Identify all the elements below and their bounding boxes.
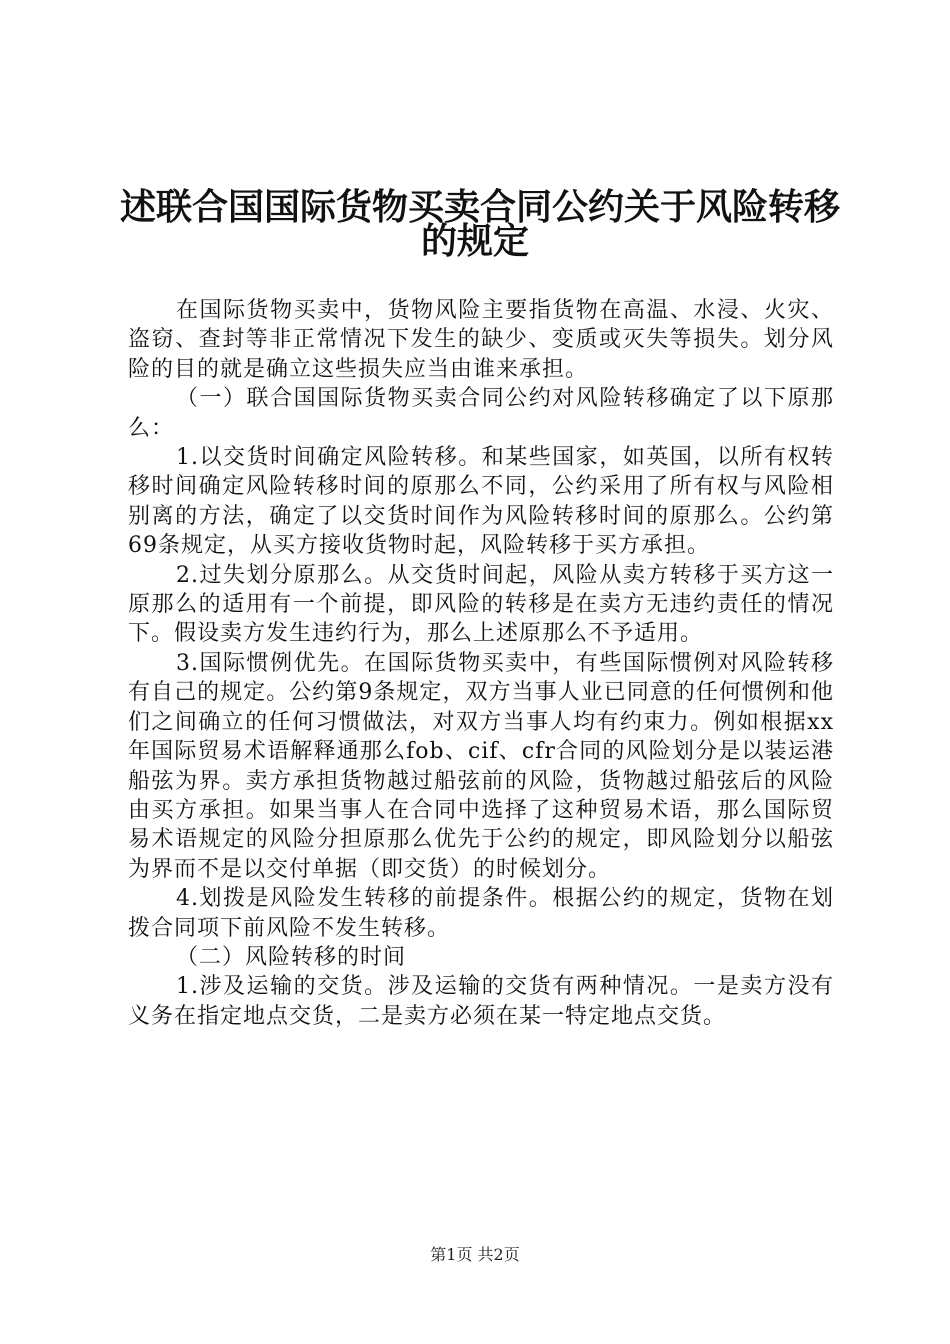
section-heading-2: （二）风险转移的时间: [176, 944, 407, 970]
document-title-line-2: 的规定: [420, 221, 529, 262]
document-title-line-1: 述联合国国际货物买卖合同公约关于风险转移: [120, 187, 841, 228]
paragraph-item-4: 4.划拨是风险发生转移的前提条件。根据公约的规定，货物在划拨合同项下前风险不发生转移。: [128, 886, 834, 941]
section-heading-1: （一）联合国国际货物买卖合同公约对风险转移确定了以下原那么：: [128, 386, 834, 441]
paragraph-item-2: 2.过失划分原那么。从交货时间起，风险从卖方转移于买方这一原那么的适用有一个前提，即风险的转移是在卖方无违约责任的情况下。假设卖方发生违约行为，那么上述原那么不予适用。: [128, 562, 834, 647]
paragraph-transport: 1.涉及运输的交货。涉及运输的交货有两种情况。一是卖方没有义务在指定地点交货，二是卖方必须在某一特定地点交货。: [128, 974, 834, 1029]
paragraph-item-3: 3.国际惯例优先。在国际货物买卖中，有些国际惯例对风险转移有自己的规定。公约第9条规定，双方当事人业已同意的任何惯例和他们之间确立的任何习惯做法，对双方当事人均有约束力。例如根据xx年国际贸易术语解释通那么fob、cif、cfr合同的风险划分是以装运港船弦为界。卖方承担货物越过船弦前的风险，货物越过船弦后的风险由买方承担。如果当事人在合同中选择了这种贸易术语，那么国际贸易术语规定的风险分担原那么优先于公约的规定，即风险划分以船弦为界而不是以交付单据（即交货）的时候划分。: [128, 650, 834, 882]
page-footer: 第1页 共2页: [430, 1245, 520, 1264]
paragraph-item-1: 1.以交货时间确定风险转移。和某些国家，如英国，以所有权转移时间确定风险转移时间的原那么不同，公约采用了所有权与风险相别离的方法，确定了以交货时间作为风险转移时间的原那么。公约第69条规定，从买方接收货物时起，风险转移于买方承担。: [128, 445, 834, 559]
document-body: [128, 296, 834, 1031]
paragraph-intro: 在国际货物买卖中，货物风险主要指货物在高温、水浸、火灾、盗窃、查封等非正常情况下发生的缺少、变质或灭失等损失。划分风险的目的就是确立这些损失应当由谁来承担。: [128, 298, 834, 382]
